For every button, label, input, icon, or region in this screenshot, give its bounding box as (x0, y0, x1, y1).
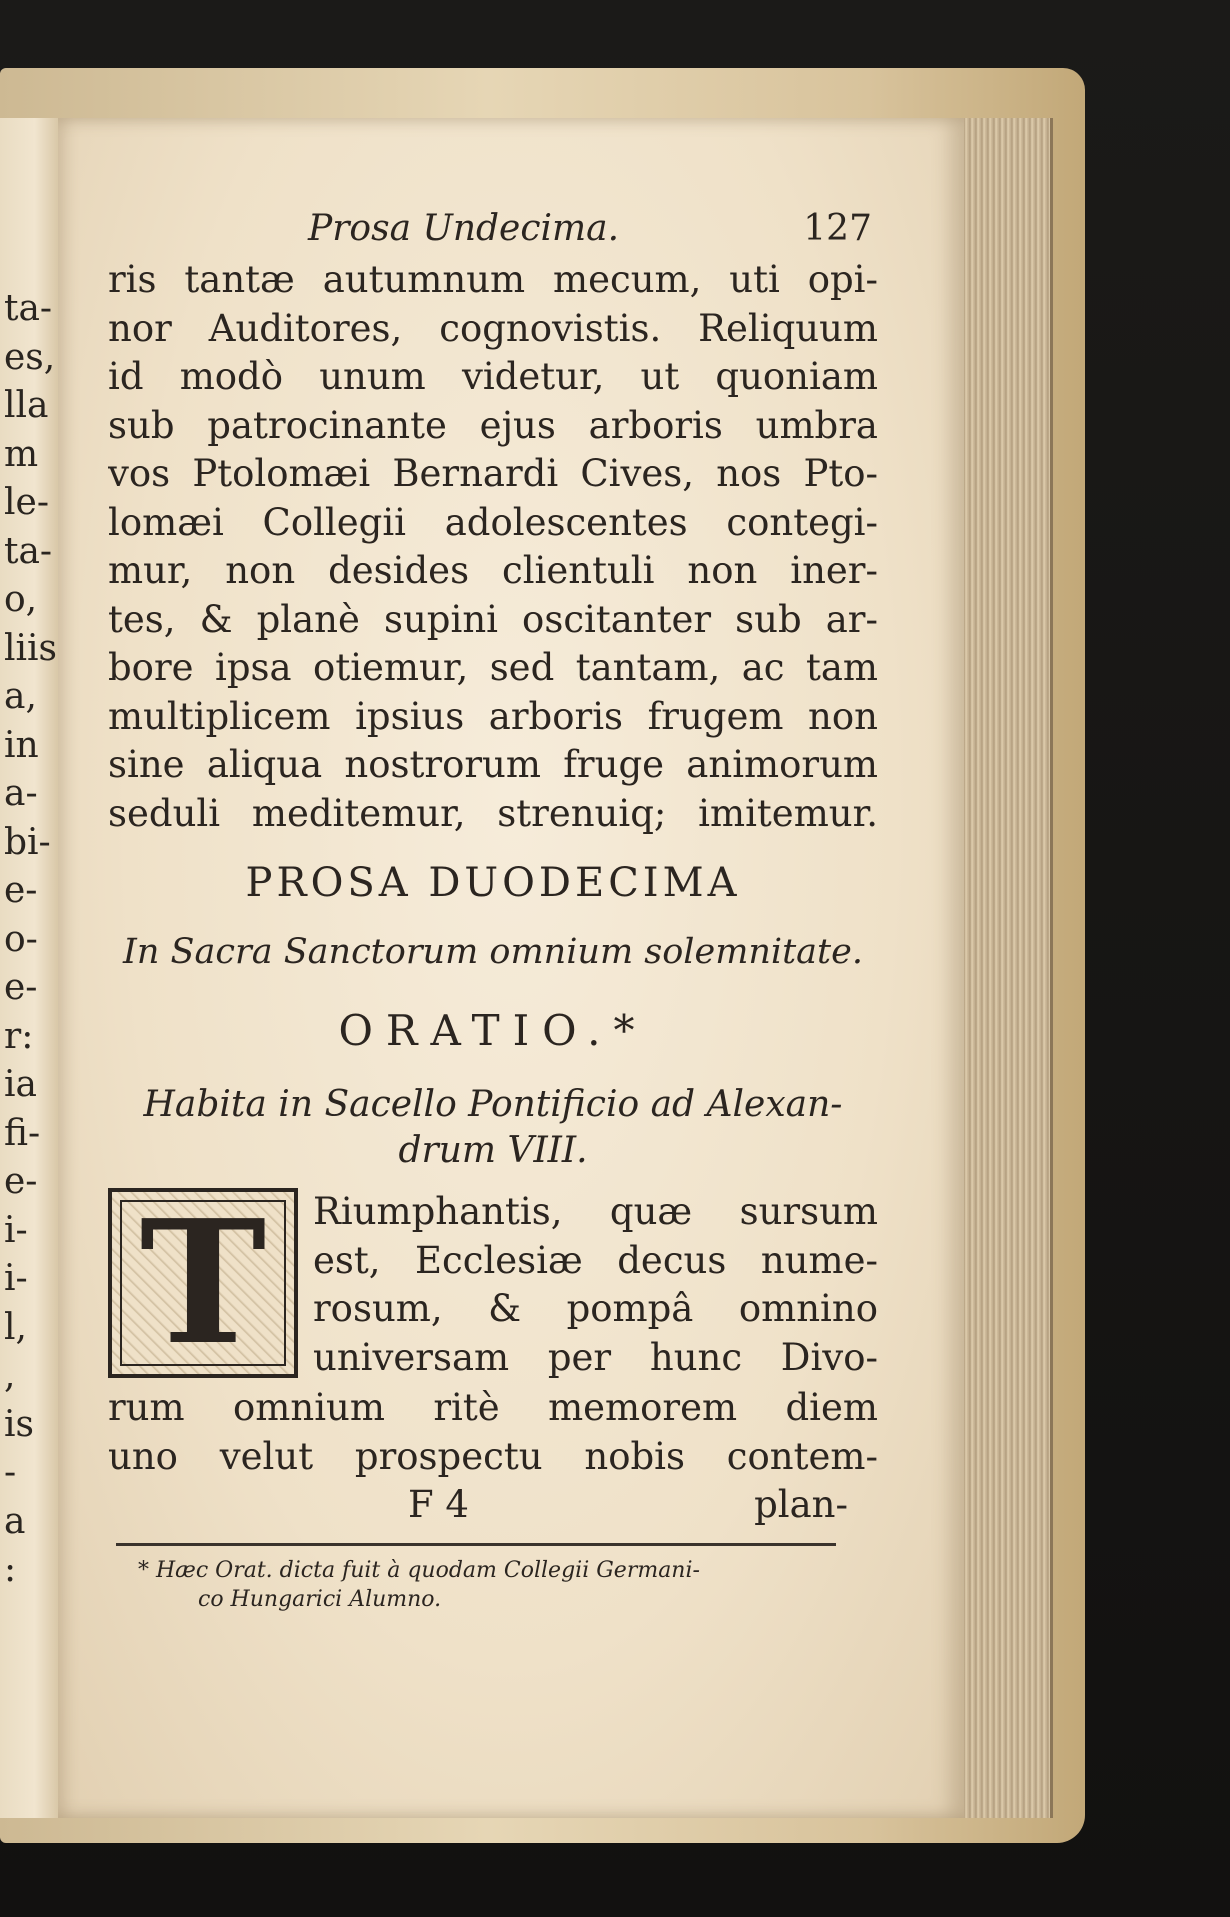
drop-cap-letter: T (139, 1183, 267, 1383)
catchword: plan- (754, 1483, 848, 1526)
left-page-fragment: - (4, 1452, 17, 1493)
left-page-fragment: ta- (4, 530, 53, 572)
left-page-fragment: le- (4, 482, 49, 523)
running-head-title: Prosa Undecima. (308, 208, 620, 249)
left-page-fragment: a, (4, 676, 37, 717)
left-page-fragment: ta- (4, 288, 53, 329)
footnote-line: * Hæc Orat. dicta fuit à quodam Collegii Germani- (138, 1558, 700, 1583)
drop-cap-block (108, 1183, 878, 1384)
left-page-fragment: i- (4, 1209, 28, 1251)
footnote-line: co Hungarici Alumno. (198, 1587, 442, 1612)
body-line: vos Ptolomæi Bernardi Cives, nos Pto- (108, 452, 878, 495)
running-head (108, 208, 878, 256)
left-page-fragment: : (4, 1549, 17, 1590)
left-page-fragment: r: (4, 1015, 34, 1057)
body-line: uno velut prospectu nobis contem- (108, 1434, 878, 1478)
footnote (108, 1556, 878, 1614)
body-line: sine aliqua nostrorum fruge animorum (108, 743, 878, 786)
body-line: seduli meditemur, strenuiq; imitemur. (108, 791, 878, 835)
left-page-fragment: fi- (4, 1112, 41, 1154)
drop-cap-ornament (108, 1183, 298, 1383)
signature-line (108, 1481, 878, 1531)
left-page-fragment: m (4, 433, 39, 475)
footnote-rule (116, 1543, 836, 1546)
signature-mark: F 4 (408, 1483, 469, 1526)
left-page-fragment: ia (4, 1064, 37, 1105)
left-page-fragment: o- (4, 918, 38, 960)
body-line: sub patrocinante ejus arboris umbra (108, 403, 878, 447)
left-page-fragment: o, (4, 579, 38, 620)
body-line: rum omnium ritè memorem diem (108, 1386, 878, 1429)
body-line: universam per hunc Divo- (313, 1335, 878, 1379)
left-page-fragment: , (4, 1355, 16, 1396)
body-line: nor Auditores, cognovistis. Reliquum (108, 306, 878, 350)
body-line: multiplicem ipsius arboris frugem non (108, 694, 878, 738)
body-line: id modò unum videtur, ut quoniam (108, 355, 878, 398)
body-line: lomæi Collegii adolescentes contegi- (108, 500, 878, 544)
section-subtitle: In Sacra Sanctorum omnium solemnitate. (123, 932, 863, 972)
body-line: bore ipsa otiemur, sed tantam, ac tam (108, 646, 878, 689)
body-line: ris tantæ autumnum mecum, uti opi- (108, 258, 878, 301)
left-page-fragment: a (4, 1500, 26, 1542)
right-page (58, 118, 964, 1818)
left-page-fragment: i- (4, 1258, 28, 1299)
left-page-fragment: e- (4, 870, 38, 911)
oration-note (108, 1082, 878, 1174)
oratio-heading: ORATIO.* (338, 1006, 648, 1055)
left-page-fragment: l, (4, 1306, 27, 1348)
left-page-fragment: liis (4, 627, 58, 669)
left-page-fragment: a- (4, 773, 38, 814)
left-page-fragment: es, (4, 336, 56, 378)
left-page-fragment: lla (4, 385, 49, 426)
page-number: 127 (803, 208, 872, 249)
body-line: est, Ecclesiæ decus nume- (313, 1238, 878, 1282)
left-page-fragment: bi- (4, 821, 51, 863)
body-line: Riumphantis, quæ sursum (313, 1190, 878, 1233)
left-page-fragment: e- (4, 967, 38, 1008)
body-line: tes, & planè supini oscitanter sub ar- (108, 597, 878, 641)
left-page-fragment: e- (4, 1161, 38, 1202)
body-paragraph (108, 256, 878, 838)
left-page (0, 118, 60, 1818)
page-edges (962, 118, 1053, 1818)
body-line: mur, non desides clientuli non iner- (108, 549, 878, 592)
page-text (108, 208, 878, 1614)
oration-note-line: Habita in Sacello Pontificio ad Alexan- (143, 1084, 843, 1125)
left-page-fragment: in (4, 724, 39, 766)
closing-lines (108, 1384, 878, 1481)
drop-cap-lines (313, 1188, 878, 1382)
section-heading: PROSA DUODECIMA (245, 860, 741, 906)
left-page-fragment: is (4, 1403, 34, 1445)
oration-note-line: drum VIII. (398, 1130, 588, 1171)
body-line: rosum, & pompâ omnino (313, 1287, 878, 1330)
